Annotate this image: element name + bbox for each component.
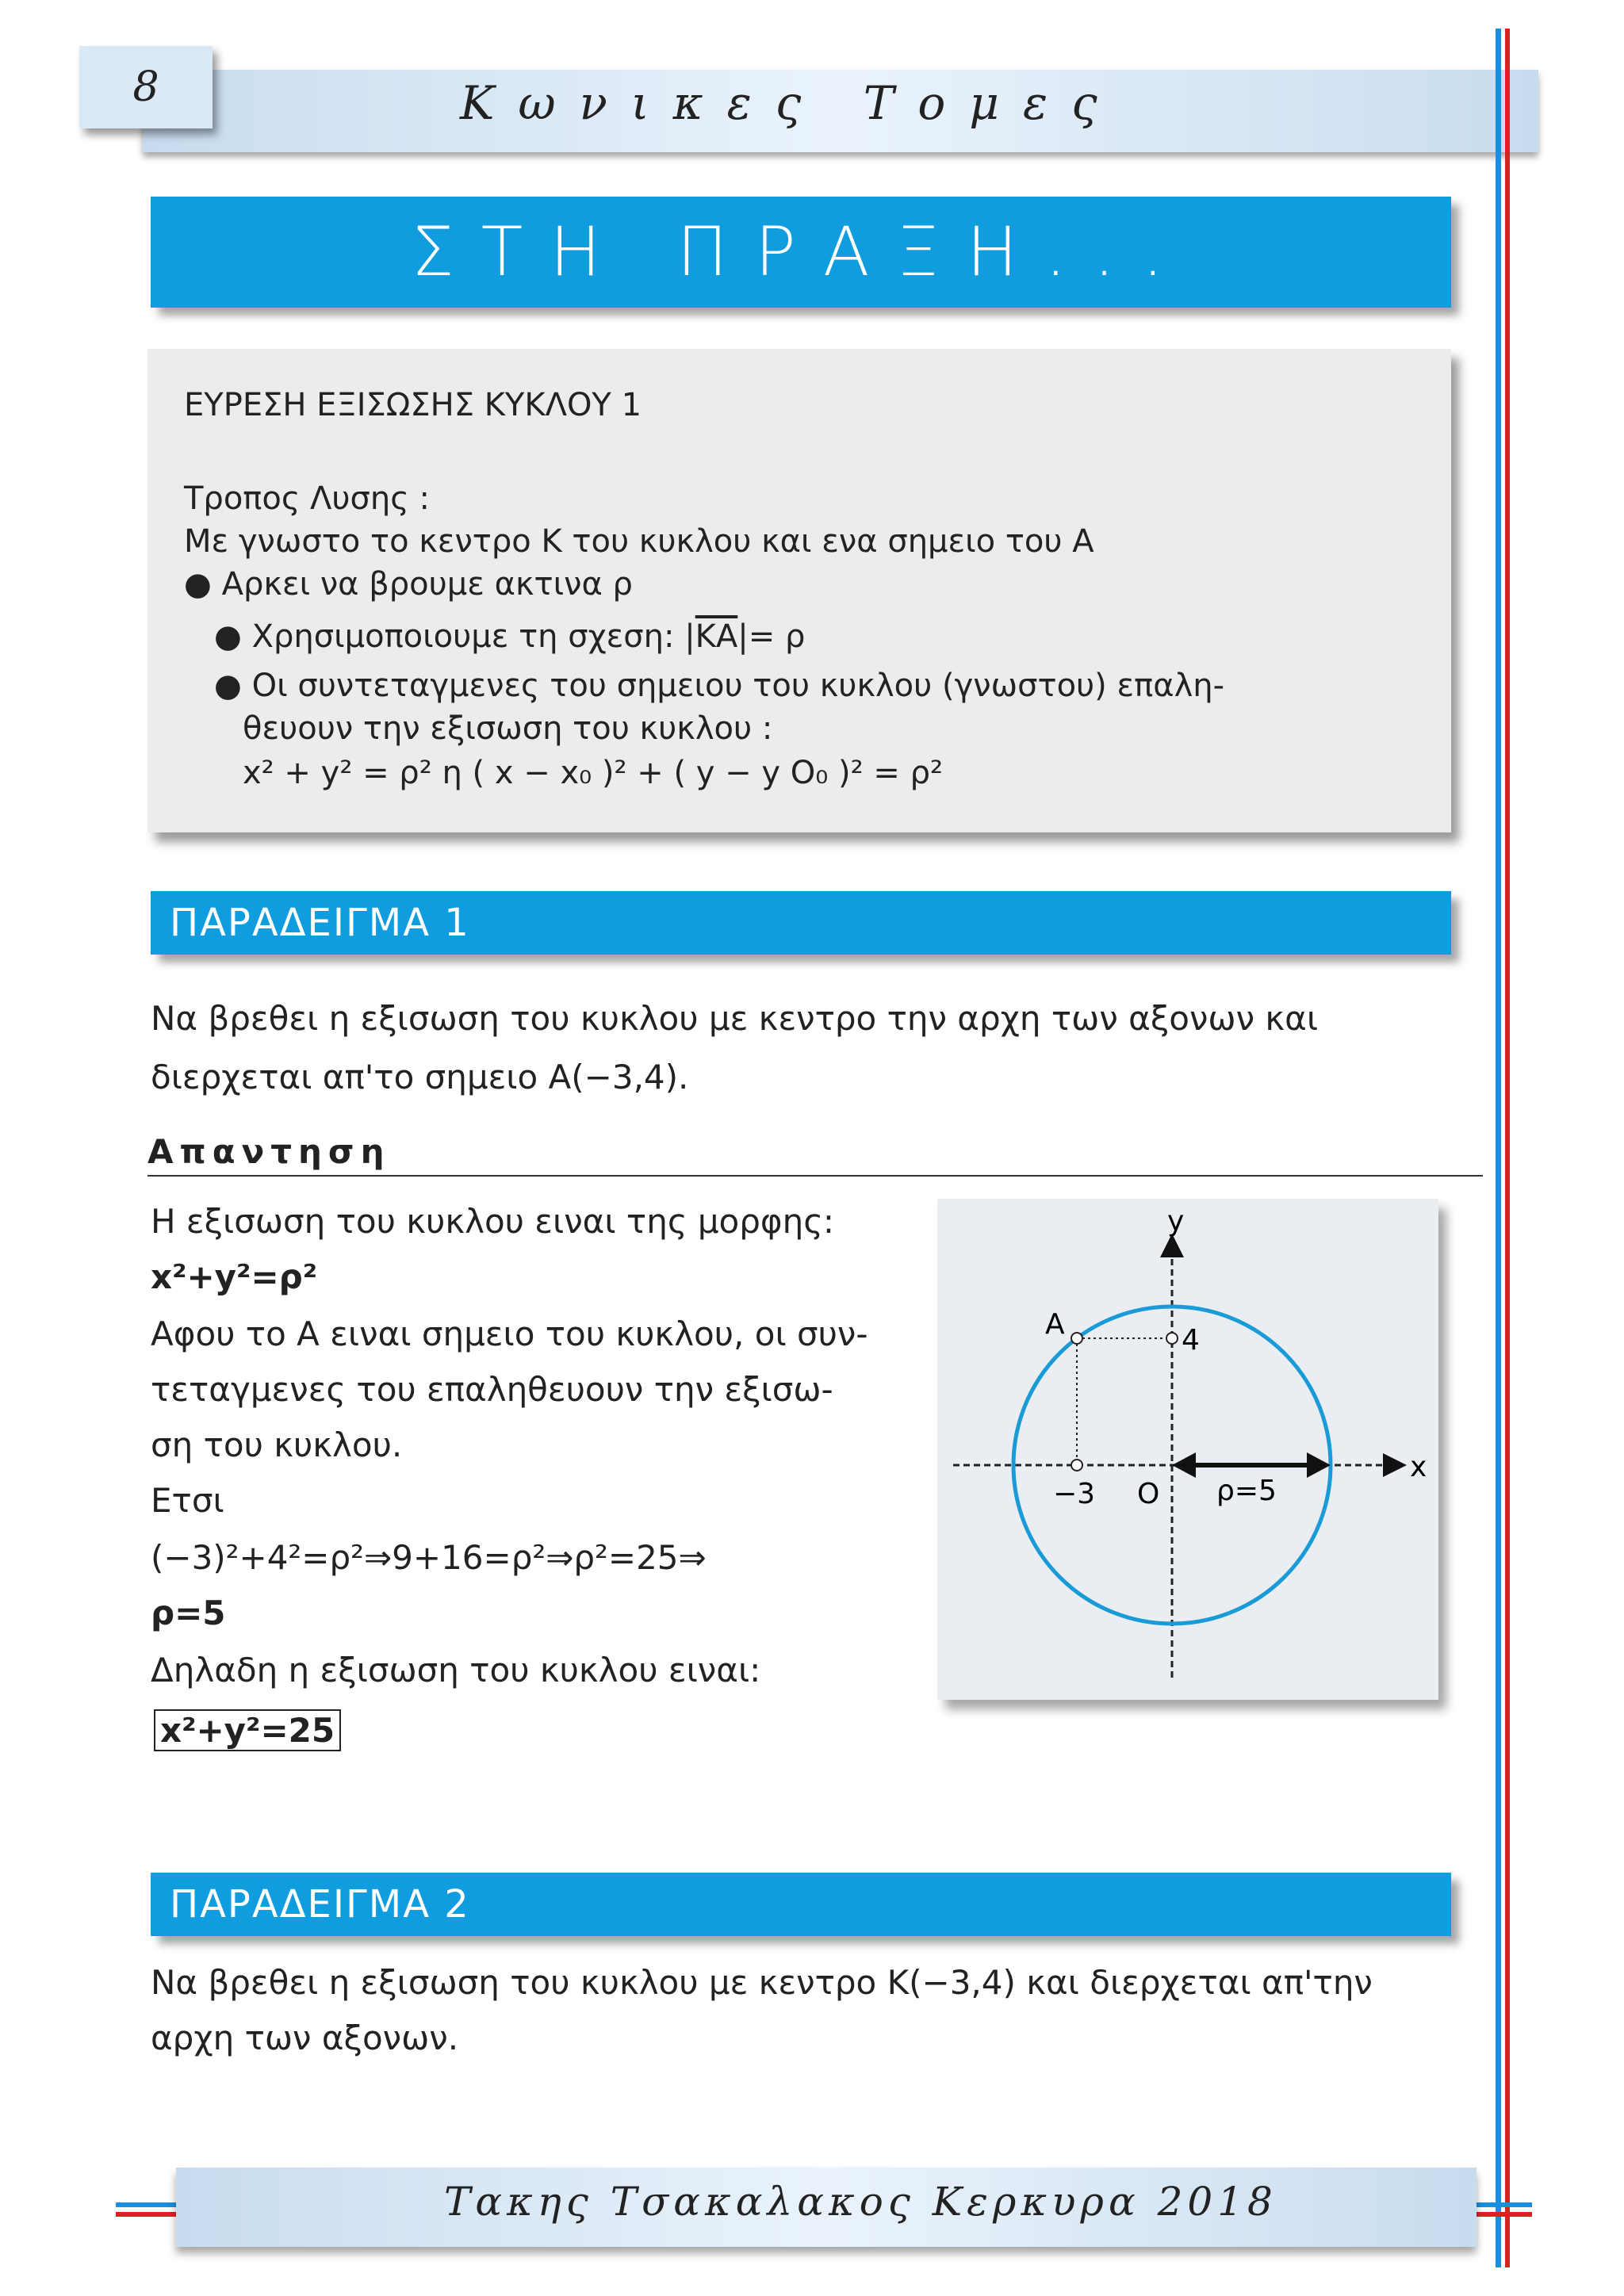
example2-problem-cont: αρχη των αξονων. <box>151 2019 459 2057</box>
header-title: Κωνικες Τομες <box>460 76 1121 130</box>
example1-problem: Να βρεθει η εξισωση του κυκλου με κεντρο την αρχη των αξονων και <box>151 999 1319 1038</box>
y-tick-label: 4 <box>1182 1324 1200 1357</box>
point-x-3 <box>1071 1460 1082 1471</box>
point-a <box>1071 1333 1082 1344</box>
page-number: 8 <box>79 46 213 128</box>
x-tick-label: −3 <box>1053 1478 1096 1510</box>
answer-heading: Απαντηση <box>147 1132 391 1171</box>
decor-line-red <box>1477 2212 1532 2217</box>
solution-line: Η εξισωση του κυκλου ειναι της μορφης: <box>151 1202 835 1241</box>
solution-line: Δηλαδη η εξισωση του κυκλου ειναι: <box>151 1651 761 1689</box>
formula-line: x² + y² = ρ² η ( x − x₀ )² + ( y − y O₀ )² = ρ² <box>243 755 944 791</box>
example2-banner: ΠΑΡΑΔΕΙΓΜΑ 2 <box>151 1873 1451 1936</box>
bullet-item: ● Χρησιμοποιουμε τη σχεση: $|\overline{KA}|= \rho$ <box>214 618 806 655</box>
solution-line: Ετσι <box>151 1481 224 1520</box>
solution-result: ρ=5 <box>151 1594 226 1632</box>
solution-calc: (−3)²+4²=ρ²⇒9+16=ρ²⇒ρ²=25⇒ <box>151 1538 707 1577</box>
decor-line-blue <box>116 2202 179 2207</box>
radius-arrowhead-left <box>1172 1452 1196 1478</box>
solution-line: Αφου το Α ειναι σημειο του κυκλου, οι συν- <box>151 1314 868 1353</box>
solution-line: ση του κυκλου. <box>151 1425 403 1464</box>
method-label: Τροπος Λυσης : <box>184 480 430 517</box>
x-axis-label: x <box>1410 1451 1427 1483</box>
footer-text: Τακης Τσακαλακος Κερκυρα 2018 <box>444 2179 1277 2225</box>
example2-problem: Να βρεθει η εξισωση του κυκλου με κεντρο Κ(−3,4) και διερχεται απ'την <box>151 1963 1373 2002</box>
bullet-item: ● Αρκει να βρουμε ακτινα ρ <box>184 566 633 603</box>
method-box <box>147 349 1451 832</box>
example1-banner: ΠΑΡΑΔΕΙΓΜΑ 1 <box>151 891 1451 955</box>
radius-arrowhead-right <box>1307 1452 1331 1478</box>
divider <box>147 1175 1483 1177</box>
final-answer: x²+y²=25 <box>154 1711 341 1750</box>
bullet-dot-icon: ● <box>184 566 222 603</box>
circle-figure <box>937 1199 1438 1700</box>
decor-line-blue <box>1477 2202 1532 2207</box>
decor-line-red <box>116 2212 179 2217</box>
radius-label: ρ=5 <box>1216 1475 1277 1507</box>
solution-line: τεταγμενες του επαληθευουν την εξισω- <box>151 1370 833 1409</box>
example1-problem-cont: διερχεται απ'το σημειο Α(−3,4). <box>151 1058 689 1096</box>
solution-formula: x²+y²=ρ² <box>151 1257 318 1296</box>
decor-line-red <box>1505 29 1510 2267</box>
origin-label: Ο <box>1137 1478 1160 1510</box>
point-a-label: Α <box>1045 1308 1065 1341</box>
decor-line-blue <box>1496 29 1501 2267</box>
method-heading: ΕΥΡΕΣΗ ΕΞΙΣΩΣΗΣ ΚΥΚΛΟΥ 1 <box>184 387 642 423</box>
section-banner: ΣΤΗ ΠΡΑΞΗ... <box>151 197 1451 308</box>
y-axis-label: y <box>1167 1205 1185 1238</box>
point-y4 <box>1166 1333 1178 1344</box>
bullet-dot-icon: ● <box>214 618 252 655</box>
bullet-dot-icon: ● <box>214 668 252 704</box>
circle-diagram <box>937 1199 1438 1700</box>
vector-ka: $\overline{KA}$ <box>695 618 738 655</box>
bullet-continuation: θευουν την εξισωση του κυκλου : <box>243 710 773 747</box>
method-intro: Με γνωστο το κεντρο Κ του κυκλου και ενα σημειο του Α <box>184 523 1094 560</box>
bullet-item: ● Οι συντεταγμενες του σημειου του κυκλου (γνωστου) επαλη- <box>214 668 1225 704</box>
